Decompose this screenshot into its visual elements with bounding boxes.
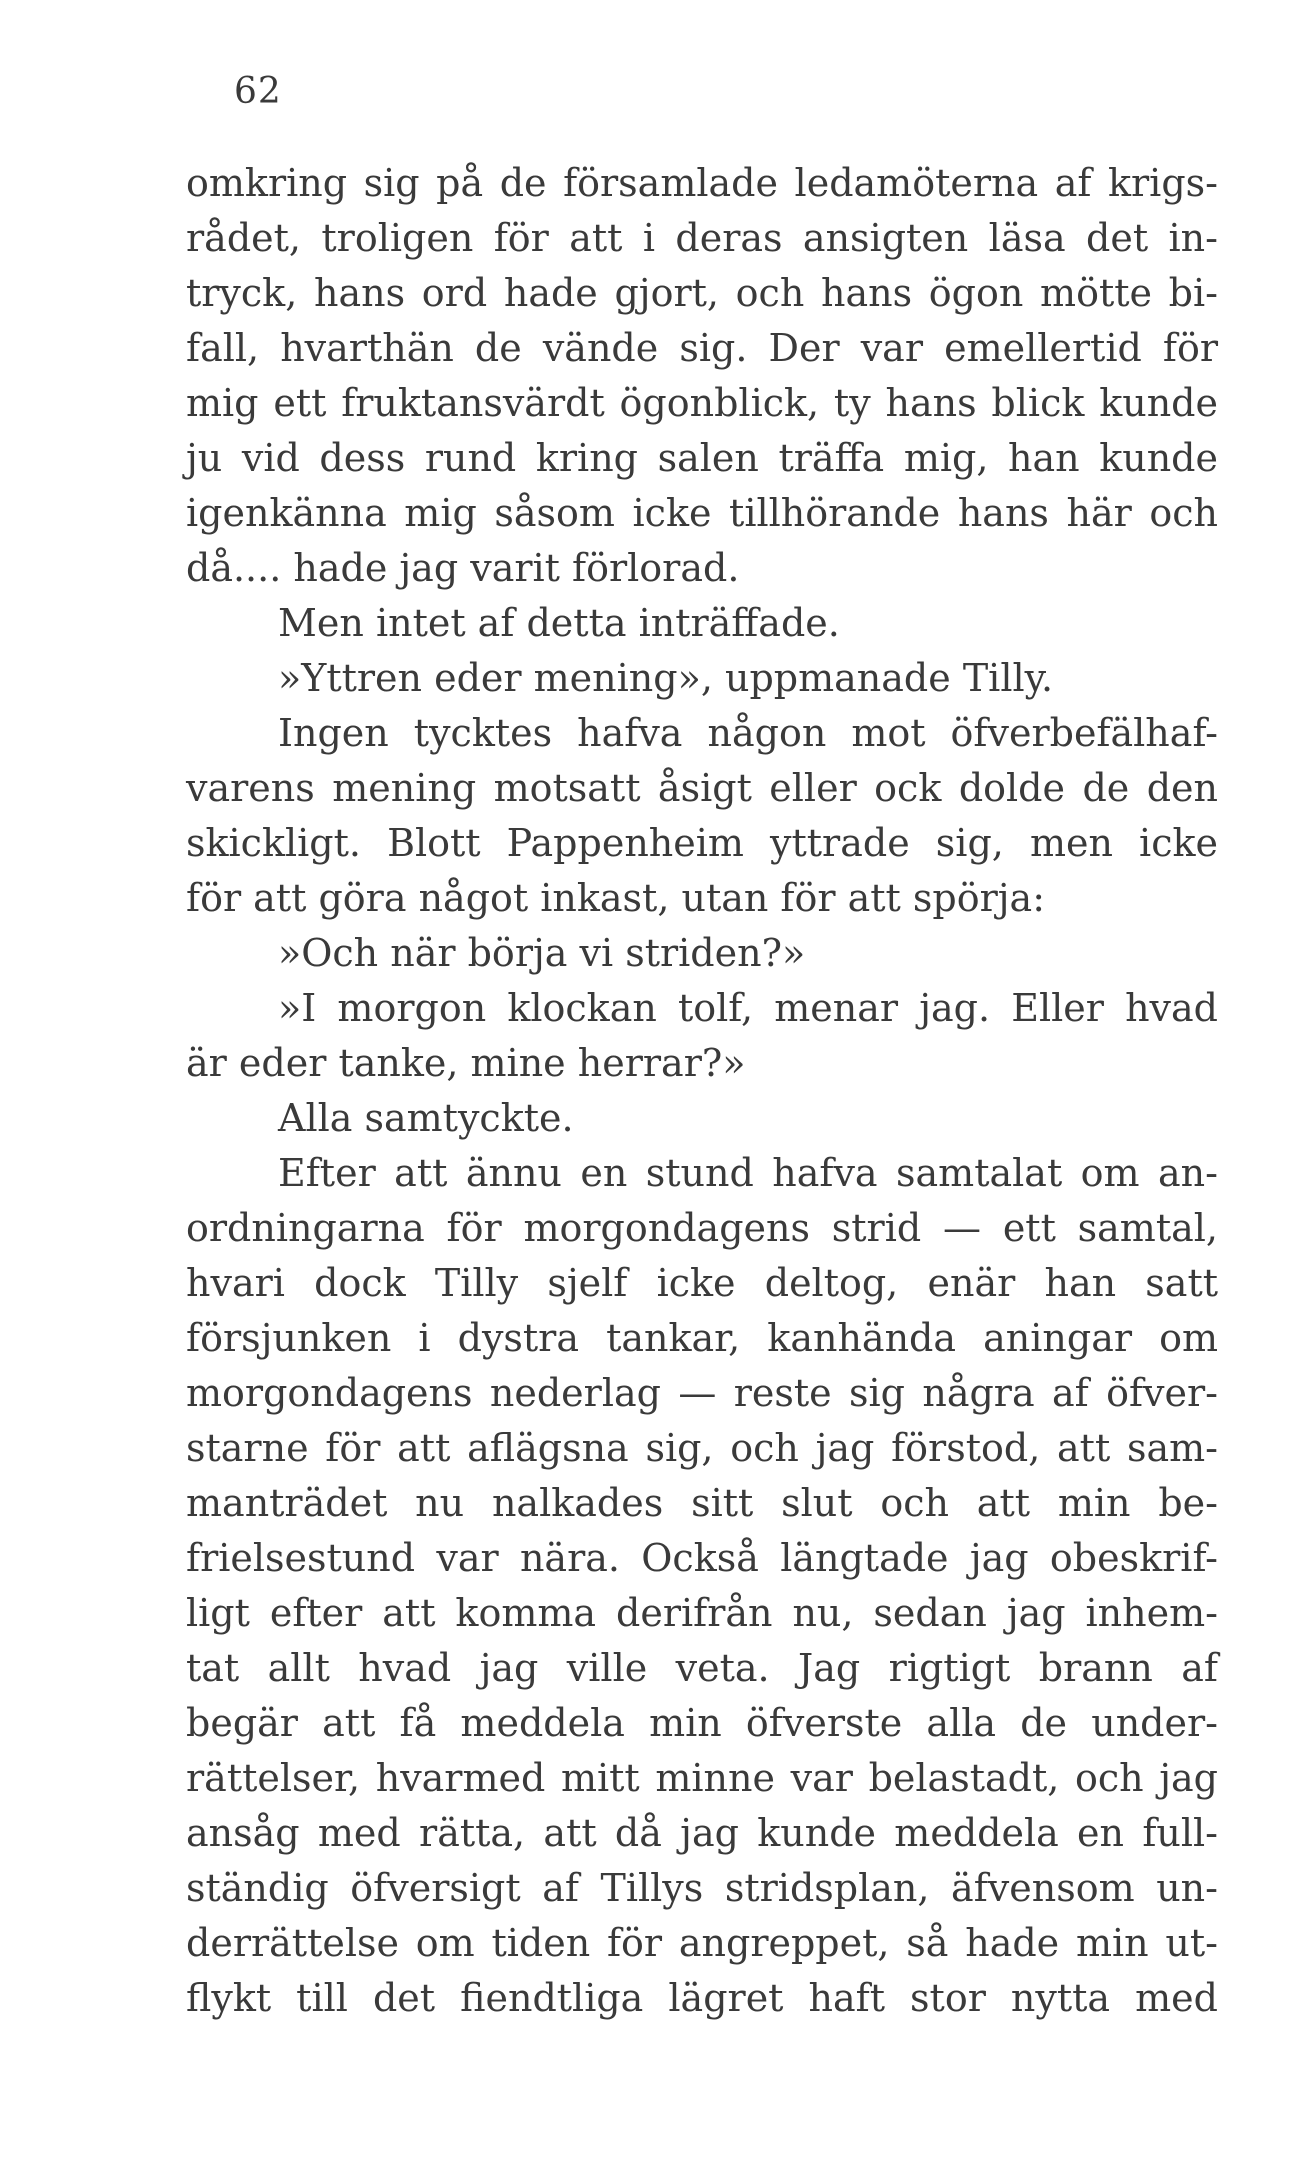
text-line: mig ett fruktansvärdt ögonblick, ty hans blick kunde xyxy=(186,381,1218,425)
text-line: frielsestund var nära. Också längtade jag obeskrif- xyxy=(186,1536,1218,1580)
text-line: omkring sig på de församlade ledamöterna af krigs- xyxy=(186,161,1218,205)
text-line: skickligt. Blott Pappenheim yttrade sig, men icke xyxy=(186,821,1218,865)
text-line: för att göra något inkast, utan för att spörja: xyxy=(186,876,1046,920)
text-line: ju vid dess rund kring salen träffa mig, han kunde xyxy=(186,436,1218,480)
text-line: »Och när börja vi striden?» xyxy=(278,931,806,975)
text-line: flykt till det fiendtliga lägret haft stor nytta med xyxy=(186,1976,1218,2020)
text-line: manträdet nu nalkades sitt slut och att min be- xyxy=(186,1481,1218,1525)
text-line: är eder tanke, mine herrar?» xyxy=(186,1041,746,1085)
text-line: fall, hvarthän de vände sig. Der var emellertid för xyxy=(186,326,1218,370)
text-line: Men intet af detta inträffade. xyxy=(278,601,840,645)
text-line: Efter att ännu en stund hafva samtalat om an- xyxy=(278,1151,1218,1195)
text-line: morgondagens nederlag — reste sig några af öfver- xyxy=(186,1371,1218,1415)
text-line: tryck, hans ord hade gjort, och hans ögon mötte bi- xyxy=(186,271,1218,315)
text-line: Alla samtyckte. xyxy=(278,1096,574,1140)
text-line: derrättelse om tiden för angreppet, så hade min ut- xyxy=(186,1921,1218,1965)
text-line: Ingen tycktes hafva någon mot öfverbefälhaf- xyxy=(278,711,1218,755)
text-line: ansåg med rätta, att då jag kunde meddela en full- xyxy=(186,1811,1218,1855)
text-line: rådet, troligen för att i deras ansigten läsa det in- xyxy=(186,216,1218,260)
text-line: »Yttren eder mening», uppmanade Tilly. xyxy=(278,656,1054,700)
text-line: försjunken i dystra tankar, kanhända aningar om xyxy=(186,1316,1218,1360)
text-line: tat allt hvad jag ville veta. Jag rigtigt brann af xyxy=(186,1646,1218,1690)
text-line: »I morgon klockan tolf, menar jag. Eller hvad xyxy=(278,986,1218,1030)
text-line: ligt efter att komma derifrån nu, sedan jag inhem- xyxy=(186,1591,1218,1635)
text-line: varens mening motsatt åsigt eller ock dolde de den xyxy=(186,766,1218,810)
text-line: rättelser, hvarmed mitt minne var belastadt, och jag xyxy=(186,1756,1218,1800)
text-line: ordningarna för morgondagens strid — ett samtal, xyxy=(186,1206,1218,1250)
text-line: då.... hade jag varit förlorad. xyxy=(186,546,740,590)
page-number: 62 xyxy=(234,71,282,112)
text-line: ständig öfversigt af Tillys stridsplan, äfvensom un- xyxy=(186,1866,1218,1910)
text-line: starne för att aflägsna sig, och jag förstod, att sam- xyxy=(186,1426,1218,1470)
text-line: hvari dock Tilly sjelf icke deltog, enär han satt xyxy=(186,1261,1218,1305)
body-text xyxy=(186,156,1218,2026)
text-line: igenkänna mig såsom icke tillhörande hans här och xyxy=(186,491,1218,535)
text-line: begär att få meddela min öfverste alla de under- xyxy=(186,1701,1218,1745)
